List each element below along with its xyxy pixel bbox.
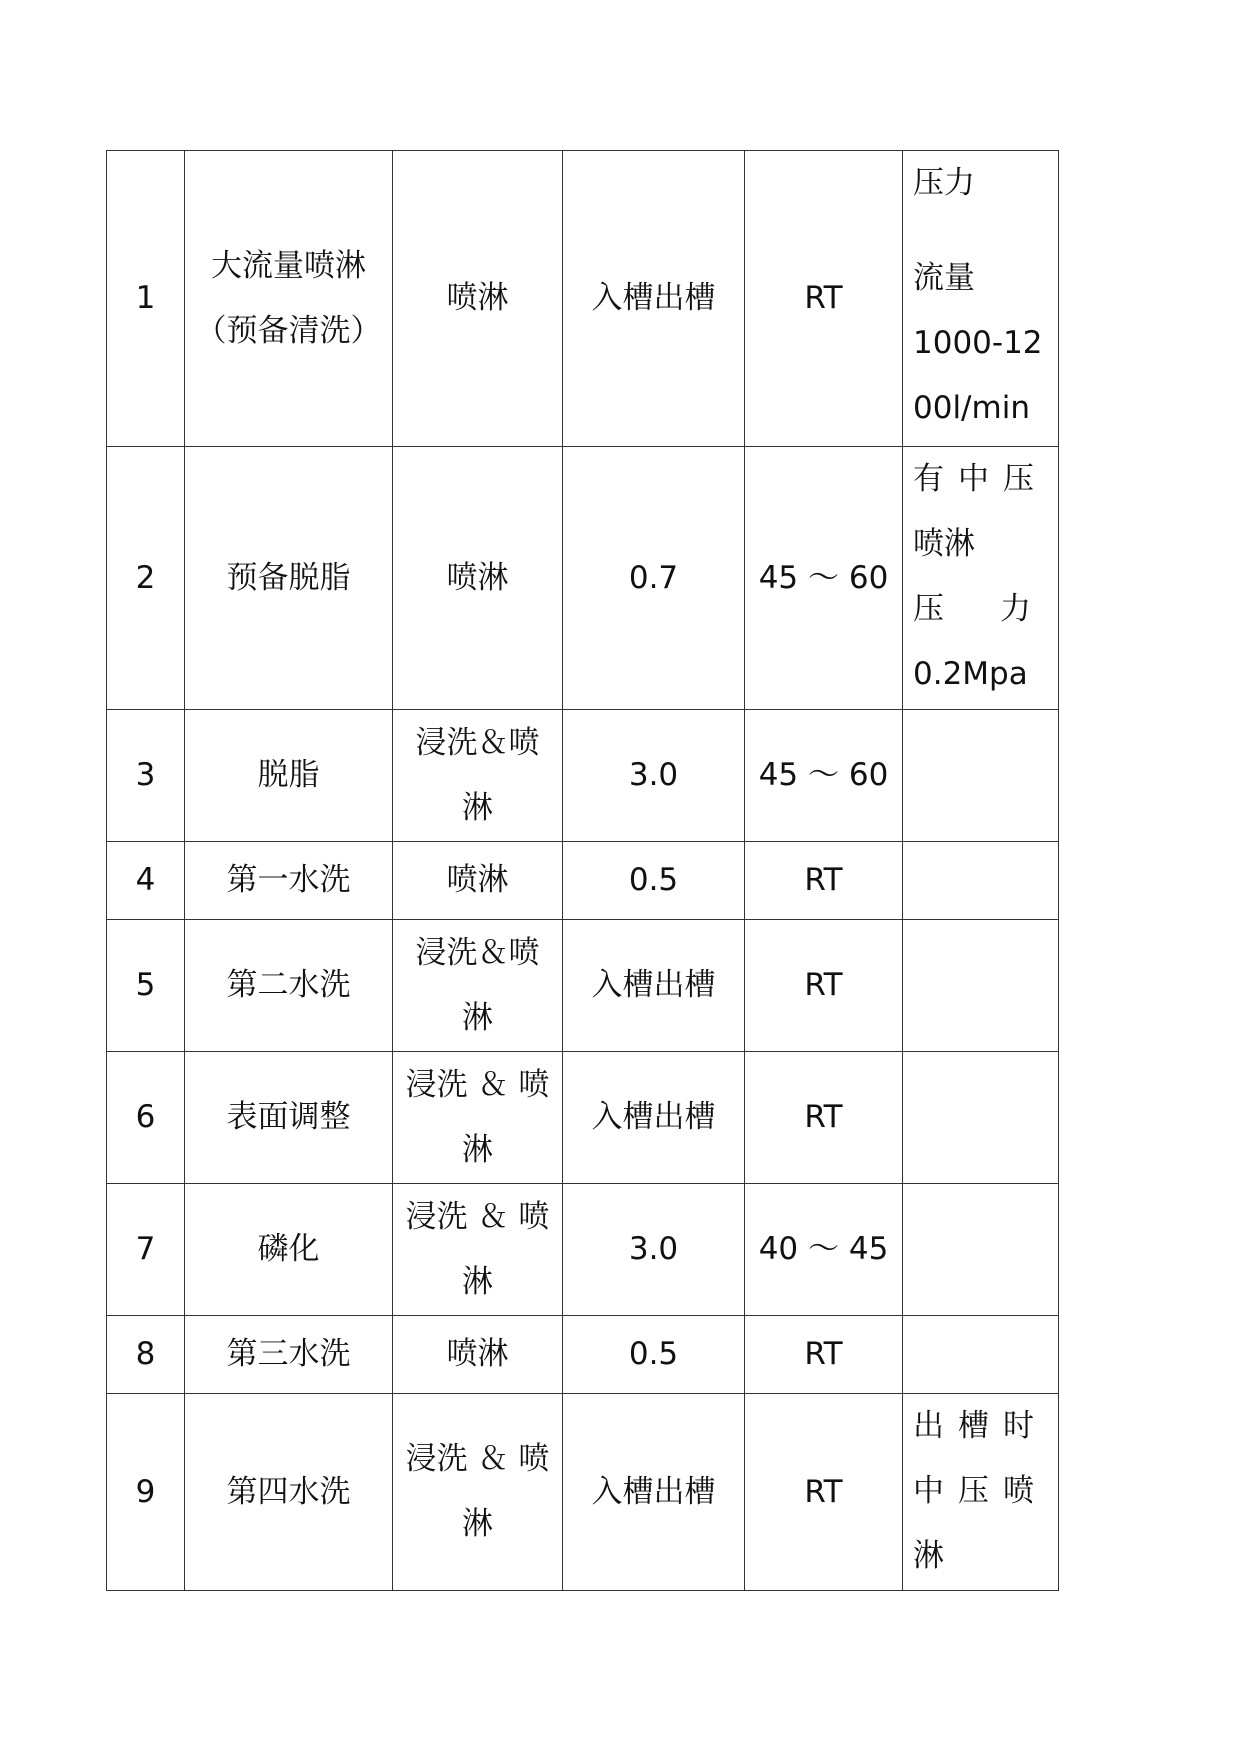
treatment-temperature: RT	[745, 1052, 903, 1184]
treatment-time: 入槽出槽	[563, 920, 745, 1052]
step-number: 2	[107, 447, 185, 710]
remark	[903, 920, 1059, 1052]
treatment-temperature: 45 ～ 60	[745, 710, 903, 842]
treatment-temperature: RT	[745, 151, 903, 447]
treatment-method: 喷淋	[393, 151, 563, 447]
step-name: 第三水洗	[185, 1316, 393, 1394]
treatment-method: 浸洗 ＆ 喷 淋	[393, 1052, 563, 1184]
table-row	[107, 1052, 1059, 1184]
step-number: 3	[107, 710, 185, 842]
table-row	[107, 1394, 1059, 1591]
treatment-temperature: 45 ～ 60	[745, 447, 903, 710]
table-row	[107, 447, 1059, 710]
remark	[903, 1052, 1059, 1184]
remark: 出槽时 中压喷 淋	[903, 1394, 1059, 1591]
treatment-method: 喷淋	[393, 842, 563, 920]
remark	[903, 1184, 1059, 1316]
treatment-time: 入槽出槽	[563, 1394, 745, 1591]
treatment-temperature: RT	[745, 920, 903, 1052]
treatment-temperature: RT	[745, 1316, 903, 1394]
step-number: 5	[107, 920, 185, 1052]
step-number: 8	[107, 1316, 185, 1394]
step-name: 大流量喷淋 （预备清洗）	[185, 151, 393, 447]
treatment-time: 入槽出槽	[563, 151, 745, 447]
treatment-method: 浸洗 ＆ 喷 淋	[393, 1394, 563, 1591]
step-number: 9	[107, 1394, 185, 1591]
treatment-method: 浸洗＆喷 淋	[393, 710, 563, 842]
table-row	[107, 920, 1059, 1052]
treatment-temperature: RT	[745, 1394, 903, 1591]
treatment-time: 3.0	[563, 710, 745, 842]
treatment-method: 喷淋	[393, 447, 563, 710]
table-row	[107, 1316, 1059, 1394]
step-name: 第二水洗	[185, 920, 393, 1052]
treatment-temperature: 40 ～ 45	[745, 1184, 903, 1316]
treatment-method: 喷淋	[393, 1316, 563, 1394]
step-name: 第四水洗	[185, 1394, 393, 1591]
table-row	[107, 151, 1059, 447]
remark	[903, 842, 1059, 920]
remark	[903, 1316, 1059, 1394]
step-name: 表面调整	[185, 1052, 393, 1184]
treatment-time: 3.0	[563, 1184, 745, 1316]
step-number: 1	[107, 151, 185, 447]
table-row	[107, 710, 1059, 842]
treatment-time: 0.7	[563, 447, 745, 710]
step-name: 磷化	[185, 1184, 393, 1316]
treatment-method: 浸洗 ＆ 喷 淋	[393, 1184, 563, 1316]
remark	[903, 710, 1059, 842]
process-table	[106, 150, 1087, 1591]
step-name: 预备脱脂	[185, 447, 393, 710]
treatment-time: 0.5	[563, 842, 745, 920]
remark: 有中压 喷淋 压力 0.2Mpa	[903, 447, 1059, 710]
step-number: 6	[107, 1052, 185, 1184]
step-name: 第一水洗	[185, 842, 393, 920]
table-row	[107, 842, 1059, 920]
treatment-time: 0.5	[563, 1316, 745, 1394]
table-row	[107, 1184, 1059, 1316]
remark: 压力 流量 1000-12 00l/min	[903, 151, 1059, 447]
treatment-temperature: RT	[745, 842, 903, 920]
treatment-method: 浸洗＆喷 淋	[393, 920, 563, 1052]
step-number: 4	[107, 842, 185, 920]
treatment-time: 入槽出槽	[563, 1052, 745, 1184]
step-number: 7	[107, 1184, 185, 1316]
step-name: 脱脂	[185, 710, 393, 842]
